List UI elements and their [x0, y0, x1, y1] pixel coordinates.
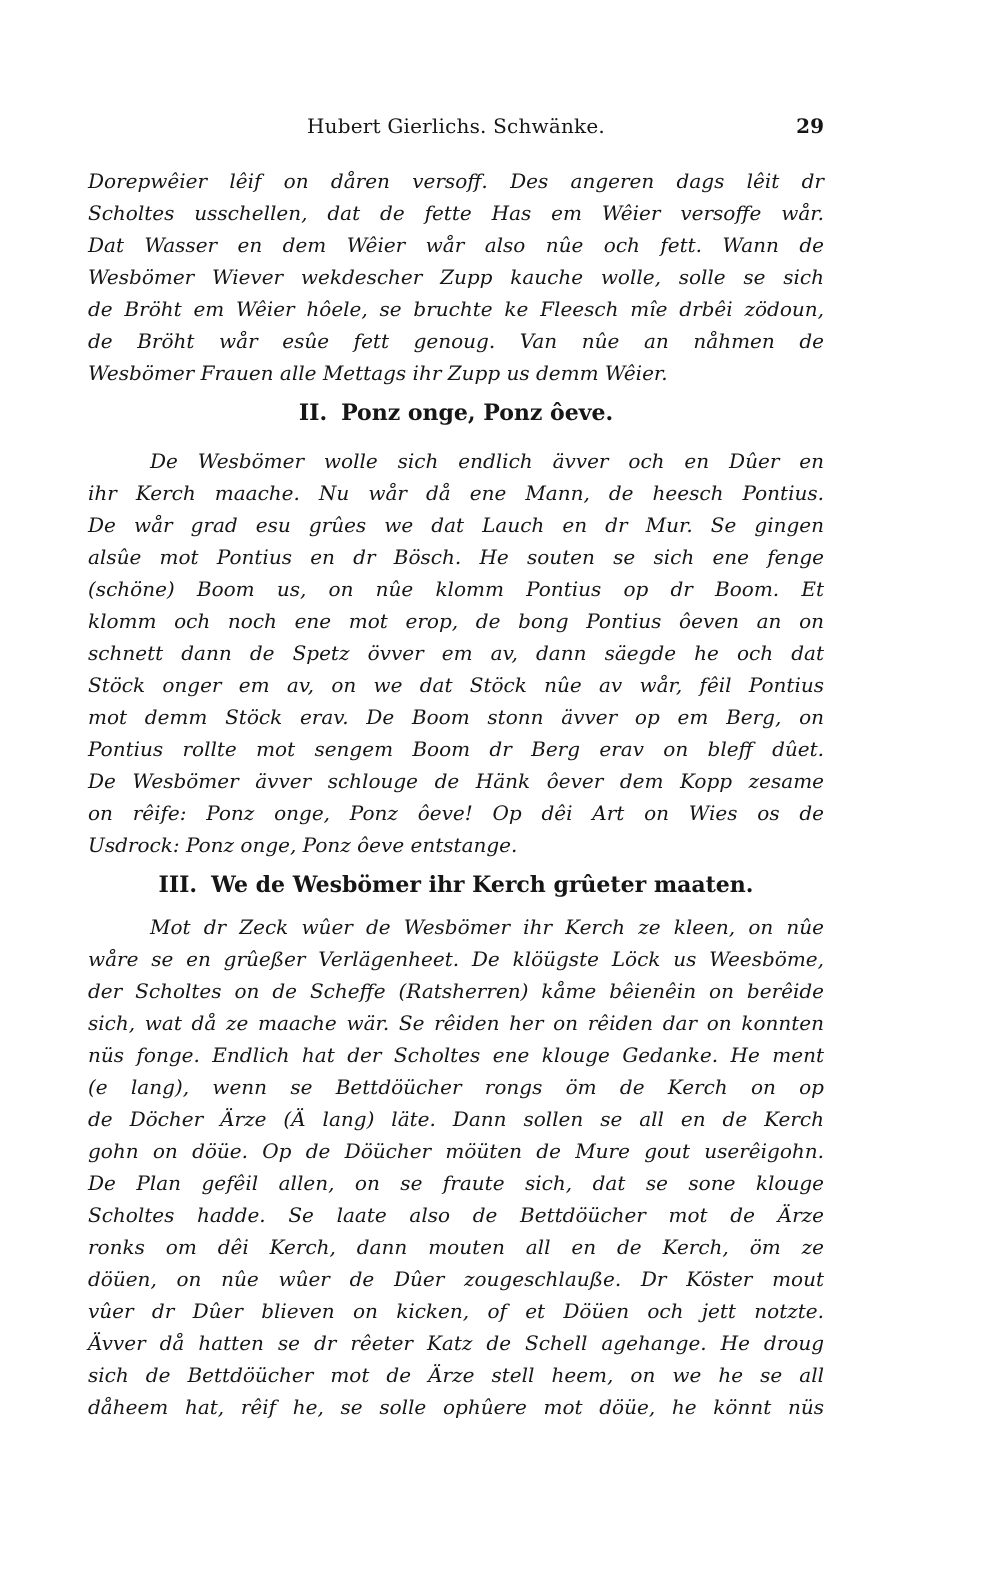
text-line: ihr Kerch maache. Nu wår då ene Mann, de heesch Pontius. [88, 481, 824, 505]
text-line: Ävver då hatten se dr rêeter Katz de Schell agehange. He droug [88, 1331, 824, 1355]
text-line: Wesbömer Frauen alle Mettags ihr Zupp us demm Wêier. [88, 361, 668, 385]
section-title: Ponz onge, Ponz ôeve. [341, 400, 614, 426]
text-line: (e lang), wenn se Bettdöücher rongs öm de Kerch on op [88, 1075, 824, 1099]
text-line: dåheem hat, rêif he, se solle ophûere mot döüe, he könnt nüs [88, 1395, 824, 1419]
text-line: Pontius rollte mot sengem Boom dr Berg erav on bleff dûet. [88, 737, 824, 761]
text-line: alsûe mot Pontius en dr Bösch. He souten se sich ene fenge [88, 545, 824, 569]
text-line: De Wesbömer wolle sich endlich ävver och en Dûer en [150, 449, 824, 473]
text-line: vûer dr Dûer blieven on kicken, of et Döüen och jett notzte. [88, 1299, 824, 1323]
section-title: We de Wesbömer ihr Kerch grûeter maaten. [211, 872, 754, 898]
text-line: klomm och noch ene mot erop, de bong Pontius ôeven an on [88, 609, 824, 633]
text-line: Stöck onger em av, on we dat Stöck nûe av wår, fêil Pontius [88, 673, 824, 697]
text-line: der Scholtes on de Scheffe (Ratsherren) kåme bêienêin on berêide [88, 979, 824, 1003]
text-line: Dorepwêier lêif on dåren versoff. Des angeren dags lêit dr [88, 169, 824, 193]
text-line: Mot dr Zeck wûer de Wesbömer ihr Kerch ze kleen, on nûe [150, 915, 824, 939]
text-line: sich, wat då ze maache wär. Se rêiden her on rêiden dar on konnten [88, 1011, 824, 1035]
text-line: ronks om dêi Kerch, dann mouten all en de Kerch, öm ze [88, 1235, 824, 1259]
text-line: De wår grad esu grûes we dat Lauch en dr Mur. Se gingen [88, 513, 824, 537]
running-header [88, 114, 824, 144]
text-line: (schöne) Boom us, on nûe klomm Pontius op dr Boom. Et [88, 577, 824, 601]
header-title: Hubert Gierlichs. Schwänke. [307, 114, 605, 138]
text-line: de Döcher Ärze (Ä lang) läte. Dann sollen se all en de Kerch [88, 1107, 824, 1131]
section-heading-ii [88, 396, 824, 430]
text-line: Wesbömer Wiever wekdescher Zupp kauche wolle, solle se sich [88, 265, 824, 289]
section-heading-iii [88, 868, 824, 902]
text-line: Scholtes usschellen, dat de fette Has em Wêier versoffe wår. [88, 201, 824, 225]
text-line: Scholtes hadde. Se laate also de Bettdöücher mot de Ärze [88, 1203, 824, 1227]
text-line: Usdrock: Ponz onge, Ponz ôeve entstange. [88, 833, 518, 857]
text-line: nüs fonge. Endlich hat der Scholtes ene klouge Gedanke. He ment [88, 1043, 824, 1067]
section-number: II. [298, 400, 328, 426]
text-line: Dat Wasser en dem Wêier wår also nûe och fett. Wann de [88, 233, 824, 257]
text-line: mot demm Stöck erav. De Boom stonn ävver op em Berg, on [88, 705, 824, 729]
section-number: III. [158, 872, 198, 898]
text-line: De Plan gefêil allen, on se fraute sich, dat se sone klouge [88, 1171, 824, 1195]
text-line: döüen, on nûe wûer de Dûer zougeschlauße. Dr Köster mout [88, 1267, 824, 1291]
text-line: de Bröht em Wêier hôele, se bruchte ke Fleesch mîe drbêi zödoun, [88, 297, 824, 321]
text-line: gohn on döüe. Op de Döücher möüten de Mure gout userêigohn. [88, 1139, 824, 1163]
text-line: schnett dann de Spetz övver em av, dann säegde he och dat [88, 641, 824, 665]
text-line: sich de Bettdöücher mot de Ärze stell heem, on we he se all [88, 1363, 824, 1387]
text-line: on rêife: Ponz onge, Ponz ôeve! Op dêi Art on Wies os de [88, 801, 824, 825]
text-line: de Bröht wår esûe fett genoug. Van nûe an nåhmen de [88, 329, 824, 353]
text-line: De Wesbömer ävver schlouge de Hänk ôever dem Kopp zesame [88, 769, 824, 793]
page-number: 29 [796, 114, 824, 138]
text-line: wåre se en grûeßer Verlägenheet. De klöügste Löck us Weesböme, [88, 947, 824, 971]
